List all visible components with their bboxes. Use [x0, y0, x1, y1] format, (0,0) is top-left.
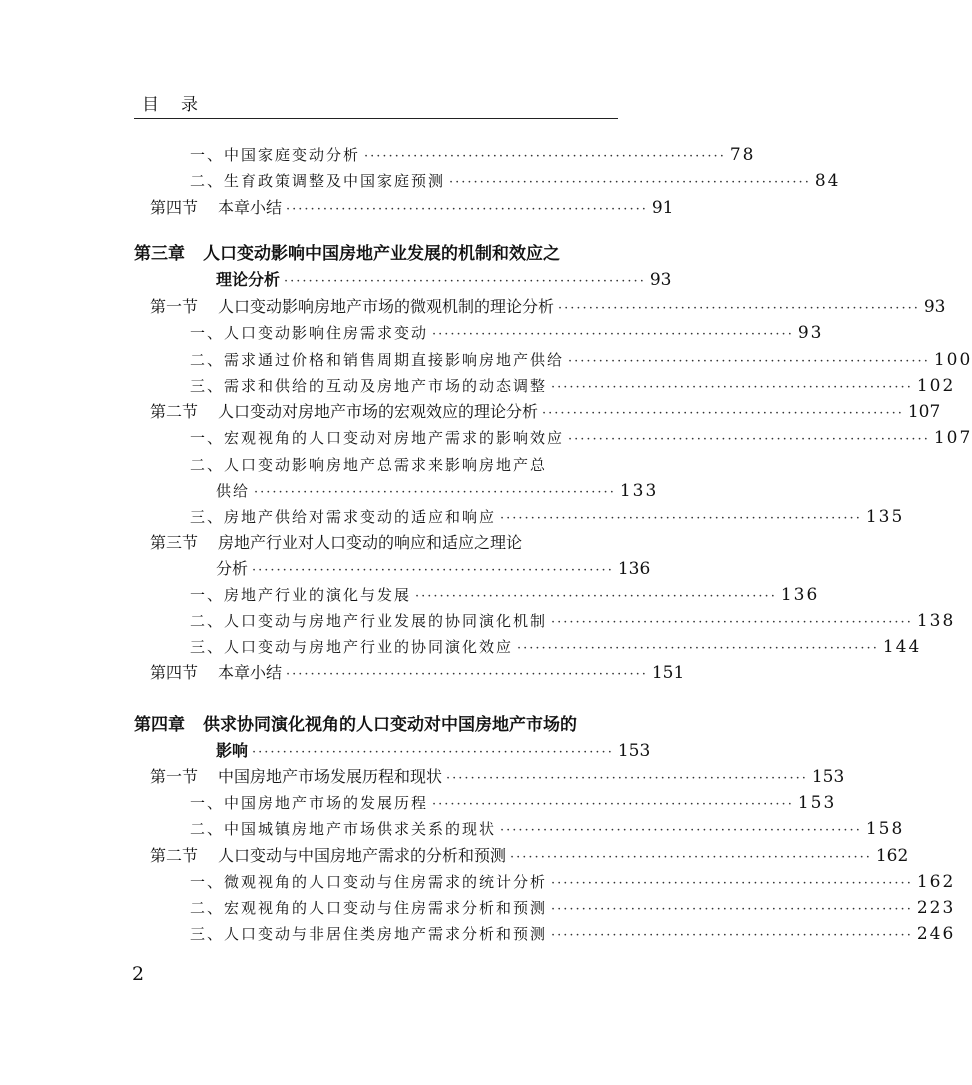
leader-dots: ···························································: [551, 615, 913, 630]
toc-entry-text: 二、宏观视角的人口变动与住房需求分析和预测: [190, 899, 548, 917]
toc-chapter-number: 第三章: [134, 244, 185, 264]
toc-entry-page: 100: [933, 350, 972, 370]
toc-entry-page: 93: [923, 297, 946, 317]
toc-entry-text: 一、人口变动影响住房需求变动: [190, 324, 429, 342]
toc-entry: [190, 425, 972, 451]
toc-chapter: [134, 712, 617, 738]
toc-entry-text: 二、生育政策调整及中国家庭预测: [190, 172, 446, 190]
toc-entry-page: 138: [916, 611, 956, 631]
leader-dots: ···························································: [364, 149, 726, 164]
toc-entry-text: 一、房地产行业的演化与发展: [190, 586, 412, 604]
toc-section-number: 第四节: [150, 663, 199, 682]
toc-entry-page: 153: [617, 741, 651, 761]
toc-entry-page: 107: [933, 428, 972, 448]
toc-entry-page: 107: [907, 402, 941, 422]
leader-dots: ···························································: [510, 850, 872, 865]
leader-dots: ···························································: [449, 175, 811, 190]
toc-entry-text: 一、中国家庭变动分析: [190, 146, 361, 164]
toc-section-number: 第四节: [150, 198, 199, 217]
toc-entry-text: 二、中国城镇房地产市场供求关系的现状: [190, 820, 497, 838]
toc-entry: [190, 347, 972, 373]
toc-chapter: [134, 241, 617, 267]
toc-entry-page: 136: [780, 585, 820, 605]
toc-entry: [190, 816, 905, 842]
toc-entry-text: 一、微观视角的人口变动与住房需求的统计分析: [190, 873, 548, 891]
toc-entry-page: 162: [916, 872, 956, 892]
toc-entry: [190, 142, 756, 168]
toc-entry: [190, 608, 956, 634]
leader-dots: ···························································: [551, 902, 913, 917]
toc-entry-page: 136: [617, 559, 651, 579]
toc-entry-page: 158: [865, 819, 905, 839]
toc-chapter-continuation: [216, 738, 651, 764]
leader-dots: ···························································: [415, 589, 777, 604]
toc-entry-page: 153: [797, 793, 837, 813]
toc-entry-continuation: [216, 478, 659, 504]
leader-dots: ···························································: [286, 667, 648, 682]
leader-dots: ···························································: [542, 406, 904, 421]
toc-entry-text: 理论分析: [216, 270, 281, 289]
toc-section-title: 人口变动影响房地产市场的微观机制的理论分析: [218, 297, 555, 316]
leader-dots: ···························································: [568, 354, 930, 369]
toc-entry-text: 三、需求和供给的互动及房地产市场的动态调整: [190, 377, 548, 395]
toc-chapter-title: 人口变动影响中国房地产业发展的机制和效应之: [203, 244, 560, 264]
toc-entry-text: 供给: [216, 482, 251, 500]
toc-section-title: 人口变动与中国房地产需求的分析和预测: [218, 846, 507, 865]
toc-entry-text: 三、房地产供给对需求变动的适应和响应: [190, 508, 497, 526]
toc-entry-text: 二、需求通过价格和销售周期直接影响房地产供给: [190, 351, 565, 369]
toc-entry: [190, 373, 956, 399]
leader-dots: ···························································: [252, 745, 614, 760]
toc-section: [150, 764, 845, 790]
toc-entry-text: 三、人口变动与房地产行业的协同演化效应: [190, 638, 514, 656]
toc-entry-page: 153: [811, 767, 845, 787]
toc-section-number: 第二节: [150, 402, 199, 421]
toc-section-title: 房地产行业对人口变动的响应和适应之理论: [218, 533, 523, 552]
leader-dots: ···························································: [252, 563, 614, 578]
toc-entry-page: 162: [875, 846, 909, 866]
toc-entry: [190, 504, 905, 530]
toc-entry-text: 一、宏观视角的人口变动对房地产需求的影响效应: [190, 429, 565, 447]
toc-section: [150, 530, 617, 556]
toc-section: [150, 294, 946, 320]
leader-dots: ···························································: [286, 202, 648, 217]
toc-entry-page: 144: [882, 637, 922, 657]
leader-dots: ···························································: [500, 823, 862, 838]
toc-entry-page: 78: [729, 145, 756, 165]
toc-entry-page: 133: [619, 481, 659, 501]
toc-chapter-title: 供求协同演化视角的人口变动对中国房地产市场的: [203, 715, 577, 735]
leader-dots: ···························································: [500, 511, 862, 526]
toc-entry-page: 84: [814, 171, 841, 191]
leader-dots: ···························································: [432, 327, 794, 342]
header-title: 目录: [142, 95, 220, 115]
toc-entry-text: 分析: [216, 559, 249, 578]
toc-entry: [190, 320, 824, 346]
toc-entry-page: 93: [797, 323, 824, 343]
leader-dots: ···························································: [517, 641, 879, 656]
toc-entry: [190, 921, 956, 947]
toc-entry-page: 135: [865, 507, 905, 527]
toc-entry: [190, 790, 837, 816]
toc-entry: [190, 634, 922, 660]
toc-entry-page: 91: [651, 198, 674, 218]
toc-entry-page: 246: [916, 924, 956, 944]
leader-dots: ···························································: [446, 771, 808, 786]
running-header: [134, 88, 618, 119]
toc-section-number: 第三节: [150, 533, 199, 552]
page-number: 2: [132, 963, 145, 985]
toc-entry-text: 二、人口变动与房地产行业发展的协同演化机制: [190, 612, 548, 630]
toc-entry-text: 一、中国房地产市场的发展历程: [190, 794, 429, 812]
toc-section: [150, 399, 941, 425]
leader-dots: ···························································: [432, 797, 794, 812]
toc-section: [150, 195, 674, 221]
toc-entry: [190, 452, 617, 478]
toc-entry-text: 三、人口变动与非居住类房地产需求分析和预测: [190, 925, 548, 943]
toc-entry-page: 93: [649, 270, 672, 290]
leader-dots: ···························································: [551, 380, 913, 395]
toc-entry-page: 223: [916, 898, 956, 918]
toc-entry: [190, 869, 956, 895]
toc-entry-page: 102: [916, 376, 956, 396]
toc-chapter-continuation: [216, 267, 672, 293]
leader-dots: ···························································: [558, 301, 920, 316]
toc-section: [150, 660, 685, 686]
toc-section-title: 人口变动对房地产市场的宏观效应的理论分析: [218, 402, 539, 421]
toc-section-title: 本章小结: [218, 663, 283, 682]
toc-section-number: 第一节: [150, 297, 199, 316]
toc-entry-page: 151: [651, 663, 685, 683]
leader-dots: ···························································: [568, 432, 930, 447]
toc-entry-text: 影响: [216, 741, 249, 760]
leader-dots: ···························································: [284, 274, 646, 289]
toc-section-continuation: [216, 556, 651, 582]
toc-section-number: 第二节: [150, 846, 199, 865]
toc-section: [150, 843, 909, 869]
toc-chapter-number: 第四章: [134, 715, 185, 735]
toc-entry-text: 二、人口变动影响房地产总需求来影响房地产总: [190, 456, 548, 474]
toc-section-title: 中国房地产市场发展历程和现状: [218, 767, 443, 786]
toc-section-title: 本章小结: [218, 198, 283, 217]
leader-dots: ···························································: [551, 876, 913, 891]
toc-entry: [190, 895, 956, 921]
toc-entry: [190, 582, 820, 608]
leader-dots: ···························································: [551, 928, 913, 943]
leader-dots: ···························································: [254, 485, 616, 500]
toc-entry: [190, 168, 841, 194]
toc-section-number: 第一节: [150, 767, 199, 786]
